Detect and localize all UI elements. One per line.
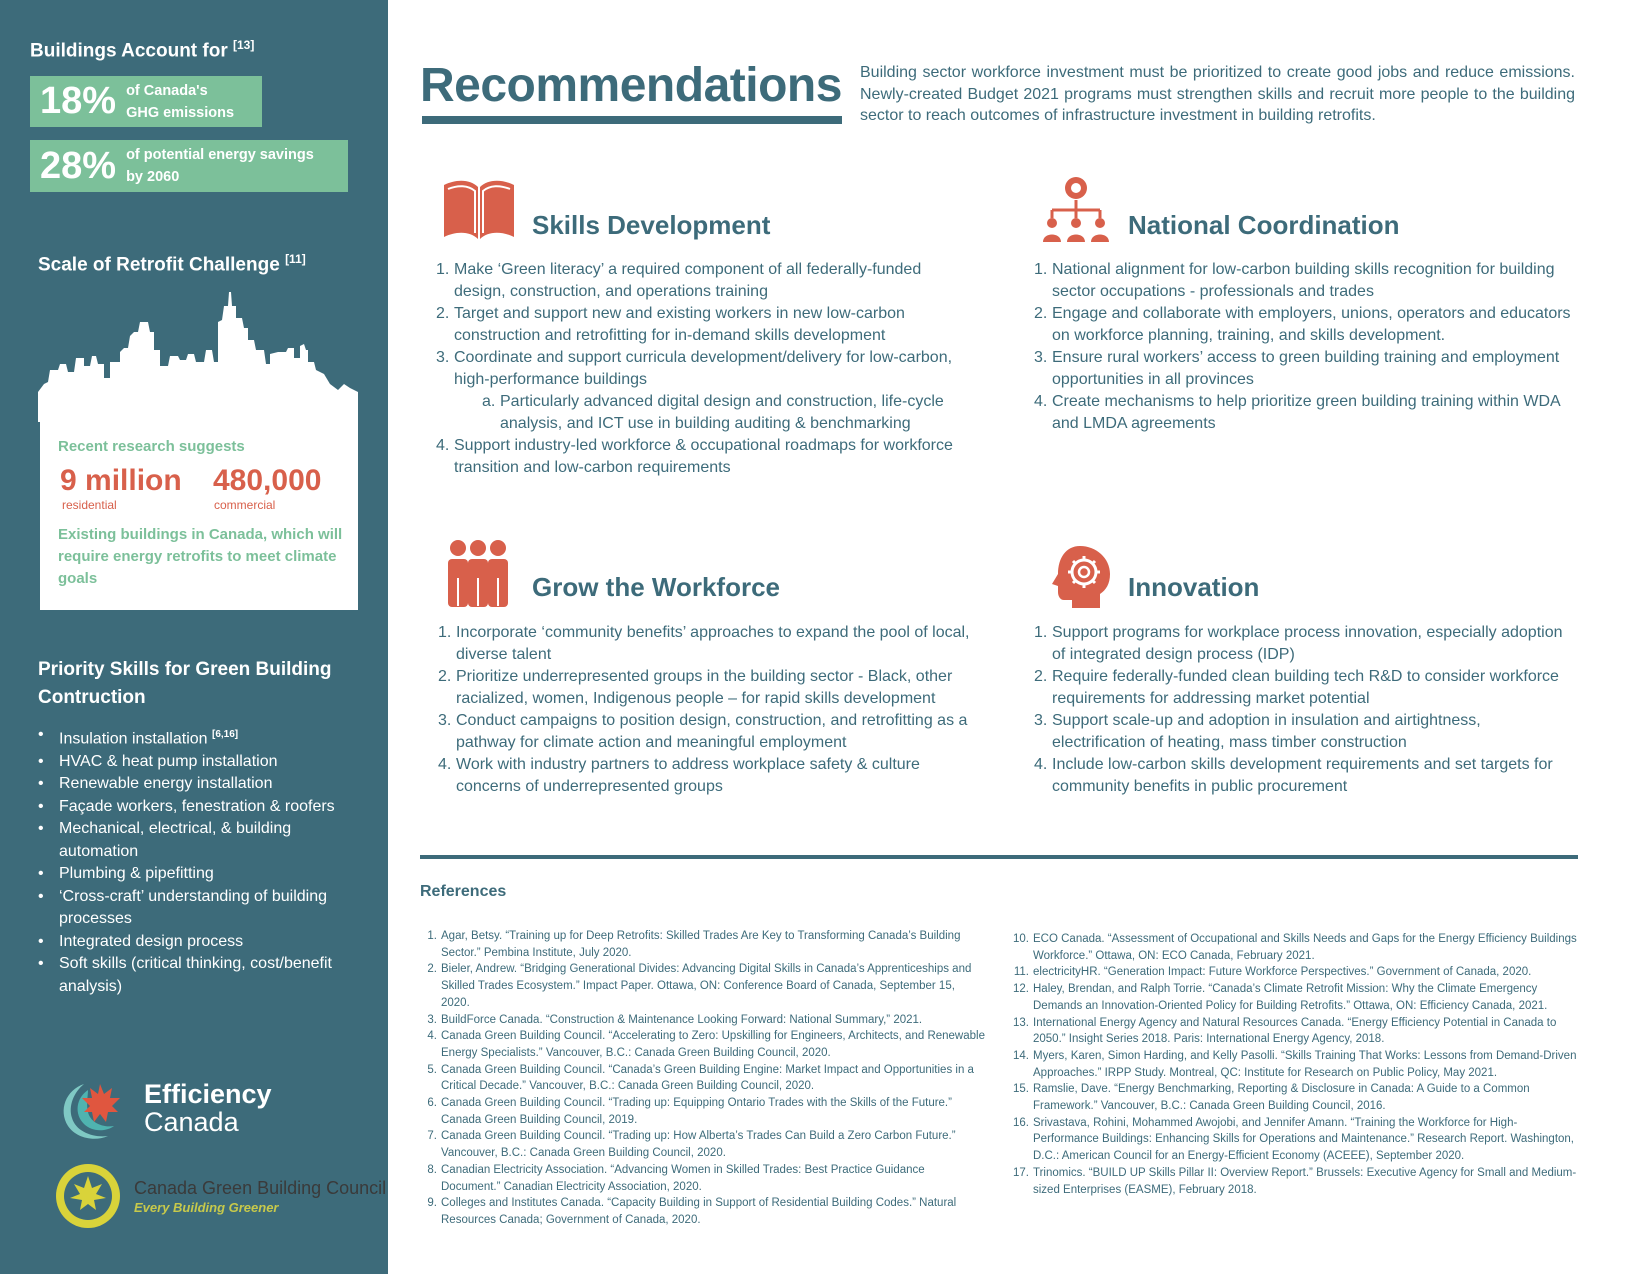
stat-energy-savings <box>30 140 348 192</box>
sub-list-item <box>482 391 966 435</box>
item-number: 2. <box>1034 668 1048 685</box>
ref-number: 9. <box>427 1197 437 1210</box>
list-item <box>38 886 358 931</box>
scale-heading-ref: [11] <box>285 252 306 266</box>
list-item <box>438 710 983 754</box>
ref-text: electricityHR. “Generation Impact: Future Workforce Perspectives.” Government of Canada, 2020. <box>1033 966 1532 979</box>
logo-line2: Canada <box>144 1107 239 1137</box>
skill-text: Façade workers, fenestration & roofers <box>59 797 335 815</box>
ref-text: Canada Green Building Council. “Trading up: Equipping Ontario Trades with the Skills of the Future.” Canada Green Building Council, 2019. <box>441 1097 952 1126</box>
reference-item <box>1012 931 1580 964</box>
references-title: References <box>420 883 507 900</box>
ref-number: 7. <box>427 1130 437 1143</box>
item-text: Support scale-up and adoption in insulation and airtightness, electrification of heating, mass timber construction <box>1052 712 1481 751</box>
skill-text: Renewable energy installation <box>59 775 273 793</box>
sub-item-text: Particularly advanced digital design and construction, life-cycle analysis, and ICT use in building auditing & benchmarking <box>500 393 944 432</box>
section-title-national: National Coordination <box>1128 210 1400 240</box>
item-number: 3. <box>1034 349 1048 366</box>
intro-paragraph: Building sector workforce investment must be prioritized to create good jobs and reduce emissions. Newly-created Budget 2021 programs must strengthen skills and recruit more people to the building sector to reach outcomes of infrastructure investment in building retrofits. <box>860 64 1575 124</box>
city-skyline-icon <box>38 292 358 422</box>
references-column-1 <box>420 928 985 1229</box>
item-text: Require federally-funded clean building tech R&D to consider workforce requirements for addressing market potential <box>1052 668 1559 707</box>
item-number: 3. <box>1034 712 1048 729</box>
ref-text: BuildForce Canada. “Construction & Maintenance Looking Forward: National Summary,” 2021. <box>441 1013 923 1026</box>
priority-skills-heading: Priority Skills for Green Building Contruction <box>38 659 332 708</box>
ref-number: 3. <box>427 1013 437 1026</box>
list-item <box>38 931 358 954</box>
item-text: Include low-carbon skills development requirements and set targets for community benefits in public procurement <box>1052 756 1553 795</box>
item-number: 4. <box>1034 756 1048 773</box>
reference-item <box>1012 964 1580 981</box>
ref-number: 5. <box>427 1063 437 1076</box>
ref-number: 2. <box>427 963 437 976</box>
innovation-list <box>1034 622 1574 798</box>
reference-item <box>420 1195 985 1228</box>
list-item <box>1034 259 1574 303</box>
ref-number: 11. <box>1013 966 1029 979</box>
list-item <box>1034 754 1574 798</box>
reference-item <box>1012 1048 1580 1081</box>
reference-item <box>420 1028 985 1061</box>
list-item <box>1034 666 1574 710</box>
item-text: Ensure rural workers’ access to green building training and employment opportunities in all provinces <box>1052 349 1560 388</box>
skills-development-list <box>436 259 966 479</box>
list-item <box>436 259 966 303</box>
list-item <box>438 666 983 710</box>
item-text: Conduct campaigns to position design, construction, and retrofitting as a pathway for climate action and meaningful employment <box>456 712 968 751</box>
stat-value: 28% <box>40 144 117 187</box>
ref-text: Srivastava, Rohini, Mohammed Awojobi, and Jennifer Amann. “Training the Workforce for High-Performance Buildings: Enhancing Skills for Operations and Maintenance.” Research Report. Washington, D.C.: American Council for an Energy-Efficient Economy (ACEEE), September 2020. <box>1033 1116 1574 1163</box>
item-text: Engage and collaborate with employers, unions, operators and educators on workforce planning, training, and skills development. <box>1052 305 1571 344</box>
item-number: 1. <box>438 624 452 641</box>
ref-number: 4. <box>427 1030 437 1043</box>
list-item <box>38 818 358 863</box>
scale-heading-text: Scale of Retrofit Challenge <box>38 254 280 276</box>
list-item <box>38 773 358 796</box>
ref-text: Canada Green Building Council. “Accelerating to Zero: Upskilling for Engineers, Architects, and Renewable Energy Specialists.” Vancouver, B.C.: Canada Green Building Council, 2020. <box>441 1030 985 1059</box>
stat-desc-line1: of Canada's <box>126 82 208 99</box>
item-number: 2. <box>1034 305 1048 322</box>
logo-line1: Efficiency <box>144 1079 272 1109</box>
stat-description <box>126 80 234 124</box>
item-number: 4. <box>1034 393 1048 410</box>
ref-number: 15. <box>1013 1083 1029 1096</box>
ref-text: International Energy Agency and Natural Resources Canada. “Energy Efficiency Potential in Canada to 2050.” Insight Series 2018. Paris: International Energy Agency, 2018. <box>1033 1016 1557 1046</box>
reference-item <box>420 961 985 1011</box>
ref-text: Trinomics. “BUILD UP Skills Pillar II: Overview Report.” Brussels: Executive Agency for Small and Medium-sized Enterprises (EASME), February 2018. <box>1033 1166 1577 1196</box>
ref-text: Canadian Electricity Association. “Advancing Women in Skilled Trades: Best Practice Guidance Document.” Canadian Electricity Association, 2020. <box>441 1163 925 1193</box>
list-item <box>1034 391 1574 435</box>
references-divider <box>420 855 1578 859</box>
reference-item <box>420 1062 985 1095</box>
stat-desc-line1: of potential energy savings <box>126 147 314 163</box>
list-item <box>438 622 983 666</box>
list-item <box>38 724 358 751</box>
ref-number: 10. <box>1013 933 1029 945</box>
item-number: 1. <box>1034 624 1048 641</box>
efficiency-canada-logo-text <box>144 1080 272 1136</box>
reference-item <box>420 1095 985 1128</box>
ref-number: 1. <box>427 930 437 942</box>
commercial-label: commercial <box>214 498 276 512</box>
skill-text: HVAC & heat pump installation <box>59 752 278 770</box>
skill-text: ‘Cross-craft’ understanding of building processes <box>59 887 327 928</box>
list-item <box>436 303 966 347</box>
ref-number: 8. <box>427 1163 437 1176</box>
skill-text: Mechanical, electrical, & building automation <box>59 820 292 860</box>
reference-item <box>420 1012 985 1029</box>
sidebar <box>0 0 388 1274</box>
org-chart-icon <box>1040 172 1112 244</box>
research-description: Existing buildings in Canada, which will require energy retrofits to meet climate goals <box>58 526 343 587</box>
national-coordination-list <box>1034 259 1574 435</box>
item-text: Target and support new and existing workers in new low-carbon construction and retrofitting for in-demand skills development <box>454 305 905 344</box>
ref-text: Canada Green Building Council. “Trading up: How Alberta’s Trades Can Build a Zero Carbon Future.” Vancouver, B.C.: Canada Green Building Council, 2020. <box>441 1130 956 1160</box>
item-number: 4. <box>438 756 452 773</box>
reference-item <box>420 1128 985 1161</box>
item-number: 1. <box>436 261 450 278</box>
scale-heading <box>38 252 306 276</box>
section-title-innovation: Innovation <box>1128 572 1260 602</box>
ref-text: Myers, Karen, Simon Harding, and Kelly Pasolli. “Skills Training That Works: Lessons from Demand-Driven Approaches.” IRPP Study. Montreal, QC: Institute for Research on Public Policy, May 2021. <box>1033 1049 1577 1079</box>
skill-text: Insulation installation <box>59 730 208 748</box>
title-underline <box>422 116 842 124</box>
ref-number: 16. <box>1013 1116 1029 1129</box>
list-item <box>38 863 358 886</box>
skill-text: Integrated design process <box>59 932 244 950</box>
stat-desc-line2: GHG emissions <box>126 104 235 121</box>
ghg-heading-ref: [13] <box>233 38 255 52</box>
item-text: Coordinate and support curricula development/delivery for low-carbon, high-performance buildings <box>454 349 953 388</box>
reference-item <box>420 1162 985 1195</box>
ref-number: 6. <box>427 1097 437 1110</box>
ref-text: Ramslie, Dave. “Energy Benchmarking, Reporting & Disclosure in Canada: A Guide to a Common Framework.” Vancouver, B.C.: Canada Green Building Council, 2016. <box>1033 1083 1530 1113</box>
ref-number: 12. <box>1013 983 1029 996</box>
item-number: 3. <box>436 349 450 366</box>
research-title: Recent research suggests <box>58 438 245 455</box>
sub-item-letter: a. <box>482 393 496 410</box>
list-item <box>1034 303 1574 347</box>
ref-number: 13. <box>1013 1016 1029 1029</box>
item-number: 1. <box>1034 261 1048 278</box>
skill-ref: [6,16] <box>212 729 239 740</box>
item-text: Support industry-led workforce & occupational roadmaps for workforce transition and low-carbon requirements <box>454 437 953 476</box>
references-column-2 <box>1012 931 1580 1198</box>
stat-description <box>126 144 314 188</box>
residential-value: 9 million <box>60 464 182 497</box>
ref-text: Agar, Betsy. “Training up for Deep Retrofits: Skilled Trades Are Key to Transforming Canada’s Building Sector.” Pembina Institute, July 2020. <box>441 930 961 959</box>
list-item <box>1034 347 1574 391</box>
commercial-value: 480,000 <box>213 464 322 497</box>
list-item <box>436 347 966 435</box>
skill-text: Soft skills (critical thinking, cost/benefit analysis) <box>59 955 332 995</box>
section-title-workforce: Grow the Workforce <box>532 572 781 602</box>
list-item <box>38 953 358 998</box>
grow-workforce-list <box>438 622 983 798</box>
priority-skills-list <box>38 724 358 998</box>
item-text: National alignment for low-carbon building skills recognition for building sector occupations - professionals and trades <box>1052 261 1555 300</box>
reference-item <box>1012 1015 1580 1048</box>
item-text: Work with industry partners to address workplace safety & culture concerns of underrepresented groups <box>456 756 920 795</box>
item-number: 4. <box>436 437 450 454</box>
reference-item <box>1012 1115 1580 1165</box>
ref-text: Canada Green Building Council. “Canada’s Green Building Engine: Market Impact and Opportunities in a Critical Decade.” Vancouver, B.C.: Canada Green Building Council, 2020. <box>441 1063 974 1093</box>
ref-number: 14. <box>1013 1049 1029 1062</box>
stat-value: 18% <box>40 80 117 122</box>
ref-text: Haley, Brendan, and Ralph Torrie. “Canada’s Climate Retrofit Mission: Why the Climate Emergency Demands an Innovation-Oriented Policy for Building Retrofits.” Ottawa, ON: Efficiency Canada, 2021. <box>1033 983 1548 1012</box>
list-item <box>38 751 358 774</box>
ref-text: ECO Canada. “Assessment of Occupational and Skills Needs and Gaps for the Energy Efficiency Buildings Workforce.” Ottawa, ON: ECO Canada, February 2021. <box>1033 933 1577 962</box>
list-item <box>1034 622 1574 666</box>
section-title-skills: Skills Development <box>532 210 771 240</box>
reference-item <box>420 928 985 961</box>
item-number: 2. <box>436 305 450 322</box>
research-card <box>40 420 358 610</box>
ref-text: Bieler, Andrew. “Bridging Generational Divides: Advancing Digital Skills in Canada’s Apprenticeships and Skilled Trades Ecosystem.” Impact Paper. Ottawa, ON: Conference Board of Canada, September 15, 2020. <box>441 963 972 1009</box>
list-item <box>438 754 983 798</box>
skill-text: Plumbing & pipefitting <box>59 865 214 883</box>
ghg-heading <box>30 38 254 62</box>
head-gear-icon <box>1050 544 1112 610</box>
reference-item <box>1012 981 1580 1014</box>
item-text: Make ‘Green literacy’ a required component of all federally-funded design, construction, and operations training <box>454 261 922 300</box>
open-book-icon <box>442 175 516 241</box>
ref-text: Colleges and Institutes Canada. “Capacity Building in Support of Residential Building Codes.” Natural Resources Canada; Government of Canada, 2020. <box>441 1197 957 1226</box>
reference-item <box>1012 1081 1580 1114</box>
page-title: Recommendations <box>420 59 842 112</box>
item-text: Create mechanisms to help prioritize green building training within WDA and LMDA agreements <box>1052 393 1560 432</box>
item-number: 3. <box>438 712 452 729</box>
item-text: Prioritize underrepresented groups in the building sector - Black, other racialized, women, Indigenous people – for rapid skills development <box>456 668 953 707</box>
item-text: Support programs for workplace process innovation, especially adoption of integrated design process (IDP) <box>1052 624 1563 663</box>
list-item <box>436 435 966 479</box>
residential-label: residential <box>62 498 117 512</box>
reference-item <box>1012 1165 1580 1198</box>
cagbc-logo-tagline: Every Building Greener <box>134 1200 279 1215</box>
item-text: Incorporate ‘community benefits’ approaches to expand the pool of local, diverse talent <box>456 624 970 663</box>
item-number: 2. <box>438 668 452 685</box>
stat-desc-line2: by 2060 <box>126 169 180 185</box>
list-item <box>38 796 358 819</box>
ref-number: 17. <box>1013 1166 1029 1179</box>
stat-ghg-emissions <box>30 76 262 127</box>
ghg-heading-text: Buildings Account for <box>30 40 228 62</box>
people-group-icon <box>446 538 510 608</box>
cagbc-logo-name: Canada Green Building Council <box>134 1178 387 1198</box>
list-item <box>1034 710 1574 754</box>
